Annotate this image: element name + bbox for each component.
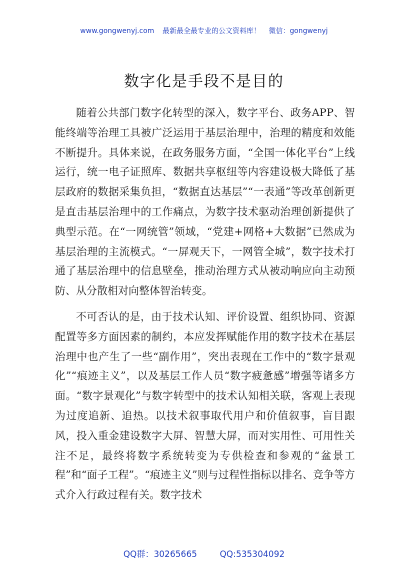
header-slogan: 最新最全最专业的公文资料库！ xyxy=(162,27,261,35)
document-title: 数字化是手段不是目的 xyxy=(123,72,284,90)
site-url-link[interactable]: www.gongwenyj.com xyxy=(80,27,155,35)
page-footer xyxy=(0,548,408,560)
paragraph-1: 随着公共部门数字化转型的深入，数字平台、政务APP、智能终端等治理工具被广泛运用于基层治理中，治理的精度和效能不断提升。具体来说，在政务服务方面，“全国一体化平台”上线运行，统一电子证照库、数据共享枢纽等内容建设极大降低了基层政府的数据采集负担，“数据直达基层”“一表通”等改革创新更是直击基层治理中的工作痛点，为数字技术驱动治理创新提供了典型示范。在“一网统管”领域，“党建+网格+大数据”已然成为基层治理的主流模式。“一屏观天下，一网管全城”，数字技术打通了基层治理中的信息壁垒，推动治理方式从被动响应向主动预防、从分散相对向整体智治转变。 xyxy=(55,107,355,298)
header-wechat: 微信：gongwenyj xyxy=(268,27,328,35)
footer-qq: QQ:535304092 xyxy=(219,550,285,560)
paragraph-2: 不可否认的是，由于技术认知、评价设置、组织协同、资源配置等多方面因素的制约，本应发挥赋能作用的数字技术在基层治理中也产生了一些“副作用”，突出表现在工作中的“数字景观化”“痕迹主义”，以及基层工作人员“数字疲惫感”增强等诸多方面。“数字景观化”与数字转型中的技术认知相关联，客观上表现为过度追新、追热。以技术叙事取代用户和价值叙事，盲目跟风，投入重金建设数字大屏、智慧大屏，而对实用性、可用性关注不足，最终将数字系统转变为专供检查和参观的“盆景工程”和“面子工程”。“痕迹主义”则与过程性指标以排名、竞争等方式介入行政过程有关。数字技术 xyxy=(55,310,355,502)
page-header xyxy=(0,26,408,36)
footer-qq-group: QQ群：30265665 xyxy=(123,550,198,560)
document-body xyxy=(55,104,355,512)
